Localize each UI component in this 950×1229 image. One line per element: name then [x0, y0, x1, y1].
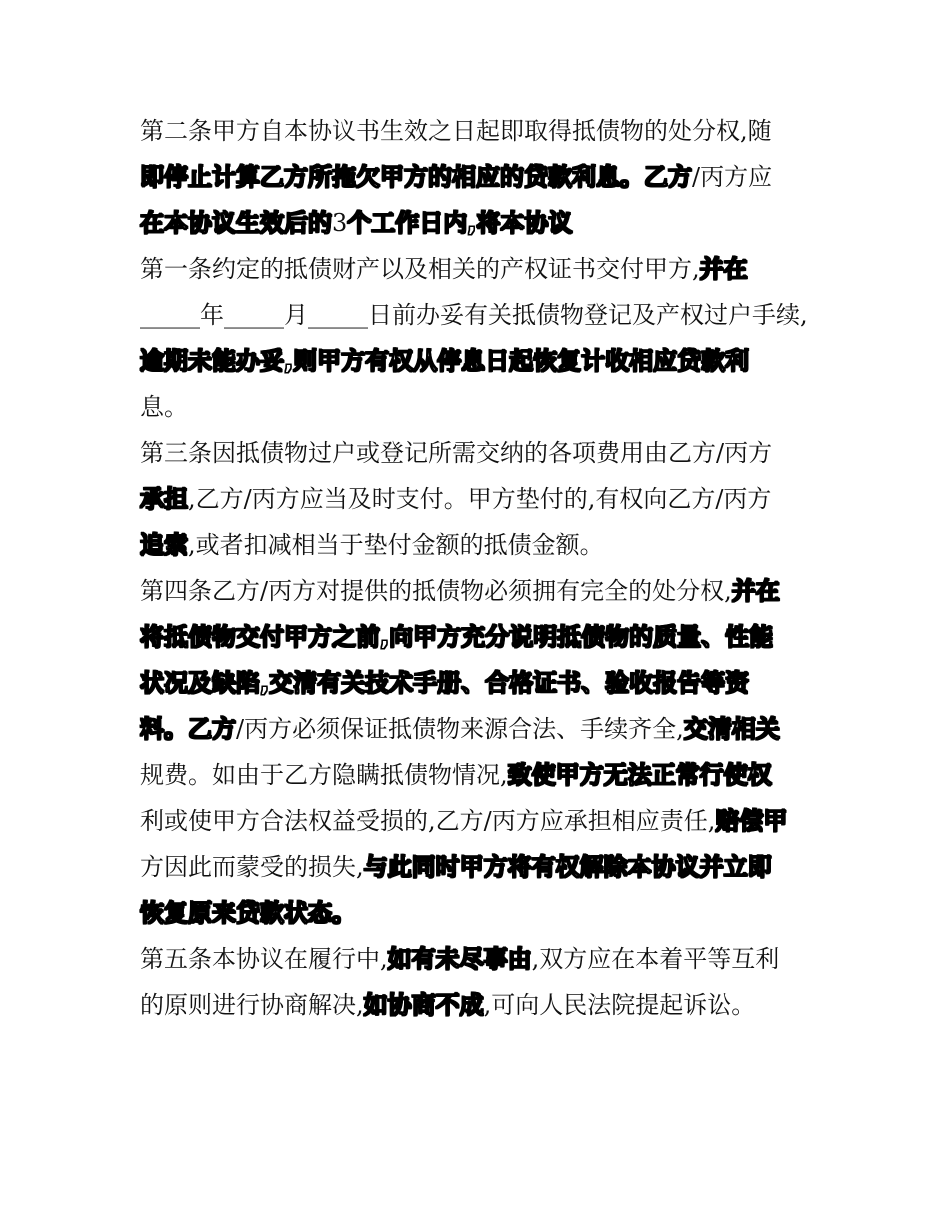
document-body	[140, 108, 820, 1028]
text-line	[140, 384, 820, 430]
outlined-text-segment: 致使甲方无法正常行使权	[507, 761, 772, 789]
text-line	[140, 706, 820, 752]
text-segment: 利或使甲方合法权益受损的,乙方/丙方应承担相应责任,	[140, 807, 716, 835]
text-segment: 第四条乙方/丙方对提供的抵债物必须拥有完全的处分权,	[140, 577, 732, 605]
text-line	[140, 614, 820, 660]
outlined-text-segment: 即停止计算乙方所拖欠甲方的相应的贷款利息。乙方	[140, 163, 692, 191]
text-segment: ,可向人民法院提起诉讼。	[483, 991, 756, 1019]
text-segment: 3	[332, 209, 348, 237]
outlined-text-segment: 将抵债物交付甲方之前,向甲方充分说明抵债物的质量、性能	[140, 623, 774, 651]
outlined-text-segment: 交清相关	[683, 715, 780, 743]
outlined-text-segment: 赔偿甲	[715, 807, 788, 835]
outlined-text-segment: 承担	[140, 485, 188, 513]
outlined-text-segment: 与此同时甲方将有权解除本协议并立即	[363, 853, 772, 881]
text-line	[140, 200, 820, 246]
outlined-text-segment: 追索	[140, 531, 188, 559]
text-segment: ,乙方/丙方应当及时支付。甲方垫付的,有权向乙方/丙方	[188, 485, 772, 513]
text-segment: /丙方应	[692, 163, 773, 191]
text-line	[140, 890, 820, 936]
outlined-text-segment: 并在	[699, 255, 748, 283]
text-segment: 第三条因抵债物过户或登记所需交纳的各项费用由乙方/丙方	[140, 439, 773, 467]
text-line	[140, 246, 820, 292]
text-segment: 规费。如由于乙方隐瞒抵债物情况,	[140, 761, 508, 789]
outlined-text-segment: 在本协议生效后的	[140, 209, 332, 237]
text-line	[140, 108, 820, 154]
text-line	[140, 476, 820, 522]
text-line	[140, 338, 820, 384]
text-segment: _____年_____月_____日前办妥有关抵债物登记及产权过户手续,	[140, 301, 808, 329]
text-segment: 第二条甲方自本协议书生效之日起即取得抵债物的处分权,随	[140, 117, 772, 145]
text-line	[140, 752, 820, 798]
outlined-text-segment: 状况及缺陷,交清有关技术手册、合格证书、验收报告等资	[140, 669, 750, 697]
outlined-text-segment: 并在	[731, 577, 780, 605]
text-segment: 第五条本协议在履行中,	[140, 945, 388, 973]
text-segment: ,双方应在本着平等互利	[531, 945, 780, 973]
outlined-text-segment: 如有未尽事由	[387, 945, 532, 973]
text-line	[140, 568, 820, 614]
text-segment: 息。	[140, 393, 188, 421]
text-line	[140, 522, 820, 568]
text-segment: /丙方必须保证抵债物来源合法、手续齐全,	[236, 715, 684, 743]
text-line	[140, 936, 820, 982]
outlined-text-segment: 恢复原来贷款状态。	[140, 899, 356, 927]
text-line	[140, 844, 820, 890]
text-segment: ,或者扣减相当于垫付金额的抵债金额。	[188, 531, 604, 559]
text-line	[140, 292, 820, 338]
outlined-text-segment: 如协商不成	[363, 991, 484, 1019]
text-line	[140, 430, 820, 476]
text-segment: 方因此而蒙受的损失,	[140, 853, 364, 881]
outlined-text-segment: 逾期未能办妥,则甲方有权从停息日起恢复计收相应贷款利	[140, 347, 750, 375]
text-line	[140, 154, 820, 200]
outlined-text-segment: 个工作日内,将本协议	[347, 209, 573, 237]
outlined-text-segment: 料。乙方	[140, 715, 236, 743]
text-segment: 第一条约定的抵债财产以及相关的产权证书交付甲方,	[140, 255, 700, 283]
text-line	[140, 982, 820, 1028]
text-segment: 的原则进行协商解决,	[140, 991, 364, 1019]
text-line	[140, 660, 820, 706]
text-line	[140, 798, 820, 844]
